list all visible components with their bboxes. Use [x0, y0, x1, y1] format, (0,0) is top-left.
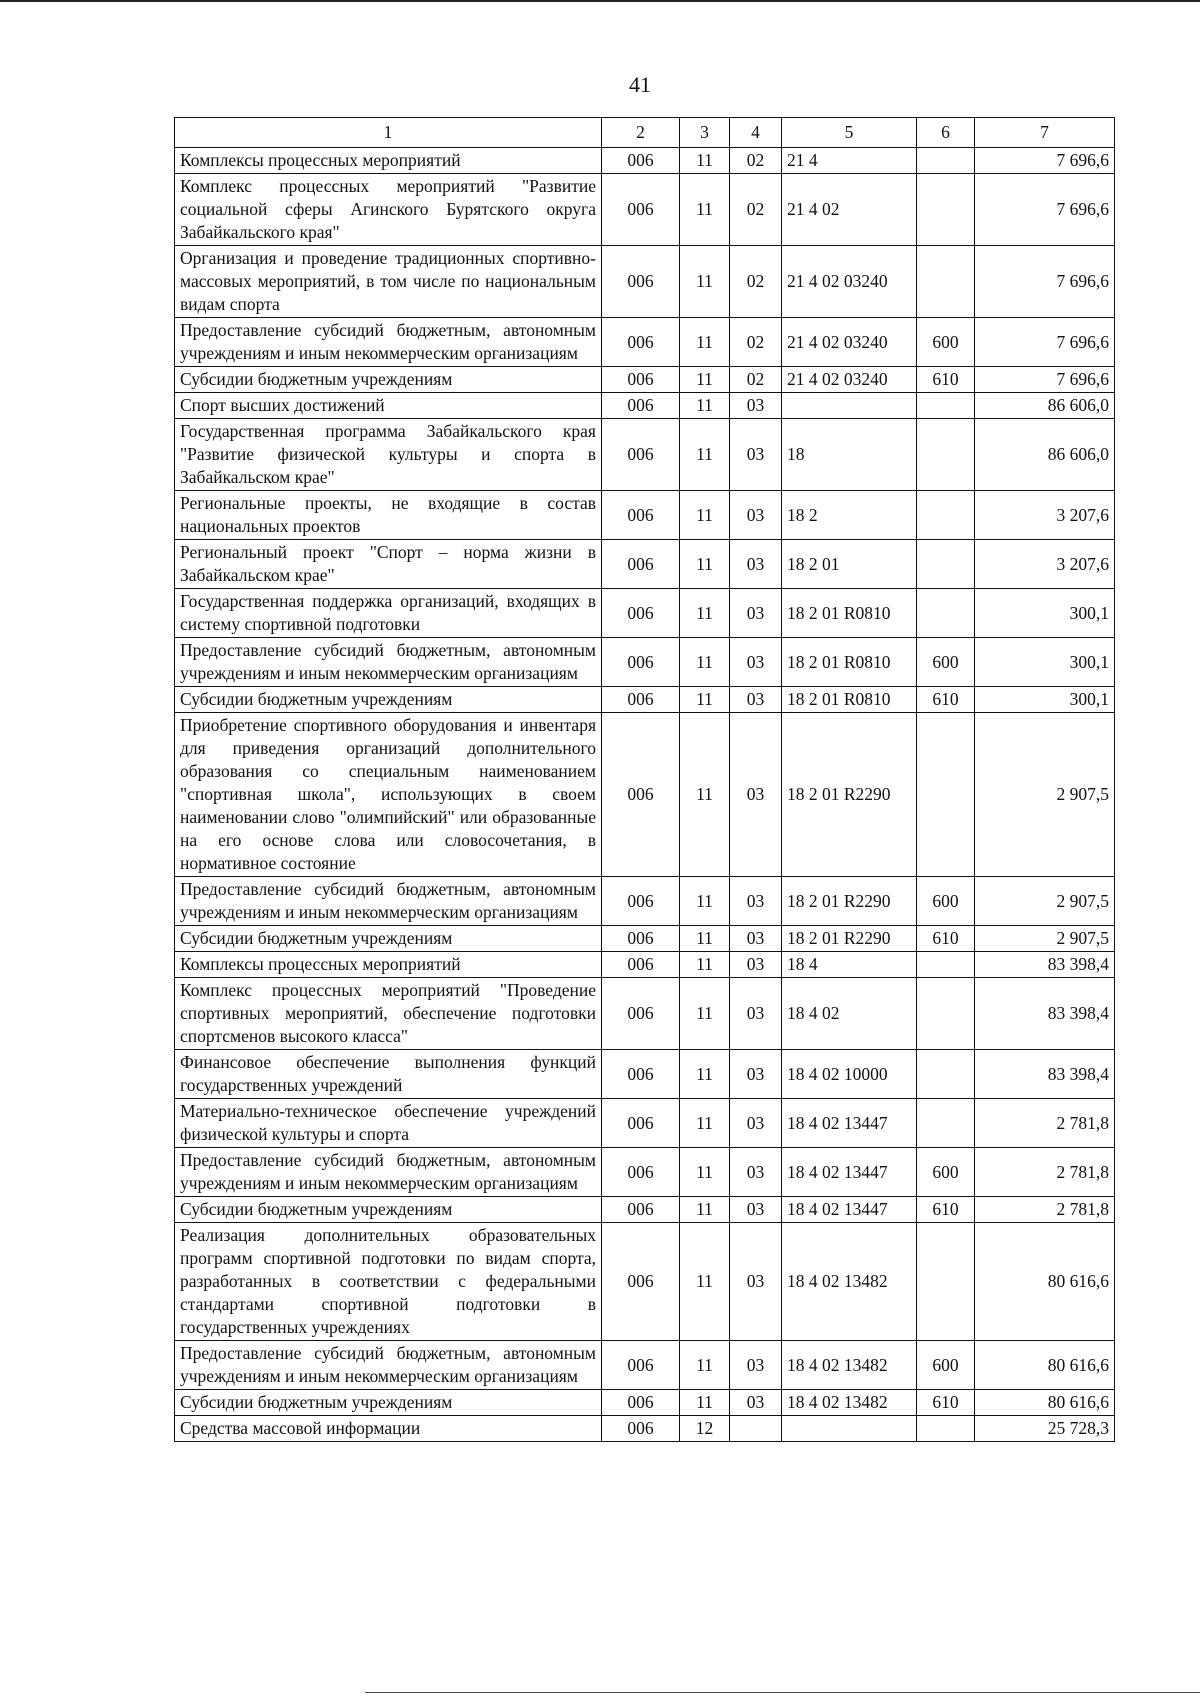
- table-row: [175, 1148, 1115, 1197]
- row-admin-code: 006: [602, 419, 680, 491]
- row-expense-type: 610: [917, 926, 975, 952]
- row-admin-code: 006: [602, 687, 680, 713]
- budget-table: [174, 117, 1115, 1442]
- row-amount: 7 696,6: [975, 246, 1115, 318]
- row-expense-type: [917, 148, 975, 174]
- row-description: Субсидии бюджетным учреждениям: [175, 1390, 602, 1416]
- row-amount: 86 606,0: [975, 393, 1115, 419]
- row-subsection: 03: [730, 638, 782, 687]
- row-expense-type: 600: [917, 877, 975, 926]
- header-col-5: 5: [782, 118, 917, 148]
- row-target-article: 18 2 01 R0810: [782, 638, 917, 687]
- row-expense-type: 610: [917, 687, 975, 713]
- row-amount: 7 696,6: [975, 148, 1115, 174]
- row-admin-code: 006: [602, 926, 680, 952]
- table-row: [175, 713, 1115, 877]
- row-target-article: 18 4: [782, 952, 917, 978]
- row-subsection: 03: [730, 589, 782, 638]
- row-description: Финансовое обеспечение выполнения функций государственных учреждений: [175, 1050, 602, 1099]
- page-number: 41: [629, 72, 651, 97]
- table-row: [175, 1050, 1115, 1099]
- row-expense-type: 600: [917, 1148, 975, 1197]
- row-admin-code: 006: [602, 1050, 680, 1099]
- row-section: 11: [680, 1099, 730, 1148]
- row-subsection: 02: [730, 367, 782, 393]
- table-row: [175, 246, 1115, 318]
- row-description: Предоставление субсидий бюджетным, автономным учреждениям и иным некоммерческим организациям: [175, 1341, 602, 1390]
- row-target-article: 18 4 02 13447: [782, 1099, 917, 1148]
- row-section: 11: [680, 419, 730, 491]
- row-target-article: 21 4 02: [782, 174, 917, 246]
- row-section: 11: [680, 1390, 730, 1416]
- row-section: 11: [680, 1197, 730, 1223]
- row-target-article: 18 4 02 13447: [782, 1148, 917, 1197]
- row-description: Предоставление субсидий бюджетным, автономным учреждениям и иным некоммерческим организациям: [175, 638, 602, 687]
- row-amount: 83 398,4: [975, 978, 1115, 1050]
- row-section: 11: [680, 367, 730, 393]
- row-section: 11: [680, 393, 730, 419]
- row-subsection: 02: [730, 246, 782, 318]
- row-subsection: 03: [730, 1050, 782, 1099]
- row-expense-type: [917, 540, 975, 589]
- row-expense-type: 610: [917, 367, 975, 393]
- table-header-row: [175, 118, 1115, 148]
- row-amount: 80 616,6: [975, 1223, 1115, 1341]
- row-expense-type: [917, 246, 975, 318]
- row-admin-code: 006: [602, 589, 680, 638]
- row-section: 11: [680, 1341, 730, 1390]
- row-admin-code: 006: [602, 1390, 680, 1416]
- row-section: 11: [680, 174, 730, 246]
- table-row: [175, 952, 1115, 978]
- row-section: 11: [680, 491, 730, 540]
- table-row: [175, 367, 1115, 393]
- row-section: 11: [680, 978, 730, 1050]
- row-amount: 2 907,5: [975, 877, 1115, 926]
- table-row: [175, 540, 1115, 589]
- scan-edge-top: [0, 0, 1200, 2]
- scan-edge-bottom: [365, 1692, 1200, 1693]
- row-section: 11: [680, 1148, 730, 1197]
- row-expense-type: 600: [917, 638, 975, 687]
- row-expense-type: [917, 589, 975, 638]
- row-description: Предоставление субсидий бюджетным, автономным учреждениям и иным некоммерческим организациям: [175, 318, 602, 367]
- row-amount: 300,1: [975, 638, 1115, 687]
- row-admin-code: 006: [602, 246, 680, 318]
- row-description: Субсидии бюджетным учреждениям: [175, 926, 602, 952]
- row-section: 11: [680, 1050, 730, 1099]
- row-expense-type: [917, 1099, 975, 1148]
- row-amount: 83 398,4: [975, 952, 1115, 978]
- table-row: [175, 393, 1115, 419]
- row-description: Материально-техническое обеспечение учреждений физической культуры и спорта: [175, 1099, 602, 1148]
- row-amount: 3 207,6: [975, 491, 1115, 540]
- row-subsection: 03: [730, 393, 782, 419]
- row-target-article: 18 2 01 R0810: [782, 589, 917, 638]
- row-description: Региональный проект "Спорт – норма жизни в Забайкальском крае": [175, 540, 602, 589]
- row-target-article: 18 4 02 13482: [782, 1390, 917, 1416]
- row-subsection: 02: [730, 318, 782, 367]
- row-expense-type: 600: [917, 1341, 975, 1390]
- row-section: 11: [680, 713, 730, 877]
- row-description: Спорт высших достижений: [175, 393, 602, 419]
- row-section: 11: [680, 638, 730, 687]
- row-subsection: 03: [730, 687, 782, 713]
- row-amount: 25 728,3: [975, 1416, 1115, 1442]
- row-amount: 80 616,6: [975, 1390, 1115, 1416]
- row-subsection: 03: [730, 1341, 782, 1390]
- row-expense-type: [917, 393, 975, 419]
- row-description: Комплексы процессных мероприятий: [175, 148, 602, 174]
- row-target-article: 21 4 02 03240: [782, 318, 917, 367]
- row-description: Средства массовой информации: [175, 1416, 602, 1442]
- row-expense-type: [917, 713, 975, 877]
- row-expense-type: 600: [917, 318, 975, 367]
- row-admin-code: 006: [602, 1416, 680, 1442]
- header-col-1: 1: [175, 118, 602, 148]
- row-section: 11: [680, 877, 730, 926]
- table-row: [175, 1223, 1115, 1341]
- row-target-article: 21 4 02 03240: [782, 367, 917, 393]
- row-subsection: 03: [730, 540, 782, 589]
- row-admin-code: 006: [602, 148, 680, 174]
- row-target-article: 18 4 02 13482: [782, 1341, 917, 1390]
- row-amount: 2 907,5: [975, 926, 1115, 952]
- row-description: Субсидии бюджетным учреждениям: [175, 687, 602, 713]
- row-subsection: 03: [730, 713, 782, 877]
- row-description: Субсидии бюджетным учреждениям: [175, 367, 602, 393]
- row-description: Государственная программа Забайкальского края "Развитие физической культуры и спорта в Забайкальском крае": [175, 419, 602, 491]
- row-admin-code: 006: [602, 367, 680, 393]
- row-subsection: 02: [730, 174, 782, 246]
- row-expense-type: [917, 174, 975, 246]
- row-expense-type: 610: [917, 1390, 975, 1416]
- table-row: [175, 148, 1115, 174]
- row-amount: 86 606,0: [975, 419, 1115, 491]
- row-admin-code: 006: [602, 491, 680, 540]
- row-target-article: 18 2 01 R2290: [782, 926, 917, 952]
- row-admin-code: 006: [602, 540, 680, 589]
- row-section: 11: [680, 540, 730, 589]
- row-description: Комплекс процессных мероприятий "Развитие социальной сферы Агинского Бурятского округа Забайкальского края": [175, 174, 602, 246]
- row-admin-code: 006: [602, 713, 680, 877]
- row-target-article: 18 2: [782, 491, 917, 540]
- row-admin-code: 006: [602, 638, 680, 687]
- row-subsection: 03: [730, 952, 782, 978]
- row-subsection: 03: [730, 926, 782, 952]
- table-row: [175, 174, 1115, 246]
- row-amount: 7 696,6: [975, 367, 1115, 393]
- row-target-article: 21 4: [782, 148, 917, 174]
- row-description: Субсидии бюджетным учреждениям: [175, 1197, 602, 1223]
- row-amount: 3 207,6: [975, 540, 1115, 589]
- row-description: Государственная поддержка организаций, входящих в систему спортивной подготовки: [175, 589, 602, 638]
- row-admin-code: 006: [602, 1099, 680, 1148]
- table-row: [175, 638, 1115, 687]
- row-subsection: 03: [730, 491, 782, 540]
- row-description: Реализация дополнительных образовательных программ спортивной подготовки по видам спорта, разработанных в соответствии с федеральными стандартами спортивной подготовки в государственных учреждениях: [175, 1223, 602, 1341]
- row-target-article: 18 2 01 R0810: [782, 687, 917, 713]
- row-admin-code: 006: [602, 174, 680, 246]
- row-expense-type: [917, 491, 975, 540]
- row-admin-code: 006: [602, 1148, 680, 1197]
- row-admin-code: 006: [602, 318, 680, 367]
- header-col-7: 7: [975, 118, 1115, 148]
- table-row: [175, 589, 1115, 638]
- row-target-article: 18 2 01 R2290: [782, 713, 917, 877]
- row-subsection: 03: [730, 1223, 782, 1341]
- table-row: [175, 1099, 1115, 1148]
- header-col-3: 3: [680, 118, 730, 148]
- header-col-2: 2: [602, 118, 680, 148]
- row-target-article: 18 4 02 13482: [782, 1223, 917, 1341]
- row-description: Региональные проекты, не входящие в состав национальных проектов: [175, 491, 602, 540]
- row-target-article: [782, 393, 917, 419]
- row-amount: 2 907,5: [975, 713, 1115, 877]
- table-row: [175, 978, 1115, 1050]
- header-col-6: 6: [917, 118, 975, 148]
- row-target-article: 21 4 02 03240: [782, 246, 917, 318]
- row-target-article: 18 4 02: [782, 978, 917, 1050]
- table-row: [175, 491, 1115, 540]
- row-description: Комплексы процессных мероприятий: [175, 952, 602, 978]
- table-row: [175, 318, 1115, 367]
- row-expense-type: 610: [917, 1197, 975, 1223]
- row-target-article: 18 2 01 R2290: [782, 877, 917, 926]
- table-row: [175, 877, 1115, 926]
- table-row: [175, 1416, 1115, 1442]
- table-row: [175, 1390, 1115, 1416]
- row-section: 11: [680, 589, 730, 638]
- row-target-article: [782, 1416, 917, 1442]
- row-expense-type: [917, 978, 975, 1050]
- row-amount: 7 696,6: [975, 174, 1115, 246]
- row-admin-code: 006: [602, 1223, 680, 1341]
- row-expense-type: [917, 1416, 975, 1442]
- row-admin-code: 006: [602, 978, 680, 1050]
- row-subsection: 03: [730, 1197, 782, 1223]
- row-section: 11: [680, 246, 730, 318]
- row-expense-type: [917, 952, 975, 978]
- row-description: Предоставление субсидий бюджетным, автономным учреждениям и иным некоммерческим организациям: [175, 877, 602, 926]
- row-section: 11: [680, 318, 730, 367]
- row-admin-code: 006: [602, 1341, 680, 1390]
- row-description: Комплекс процессных мероприятий "Проведение спортивных мероприятий, обеспечение подготовки спортсменов высокого класса": [175, 978, 602, 1050]
- row-amount: 2 781,8: [975, 1197, 1115, 1223]
- row-target-article: 18 4 02 10000: [782, 1050, 917, 1099]
- row-expense-type: [917, 1050, 975, 1099]
- table-row: [175, 926, 1115, 952]
- row-admin-code: 006: [602, 877, 680, 926]
- row-subsection: 03: [730, 1148, 782, 1197]
- row-subsection: 03: [730, 1099, 782, 1148]
- row-amount: 83 398,4: [975, 1050, 1115, 1099]
- row-admin-code: 006: [602, 952, 680, 978]
- row-section: 11: [680, 148, 730, 174]
- row-section: 11: [680, 952, 730, 978]
- row-amount: 300,1: [975, 589, 1115, 638]
- row-amount: 2 781,8: [975, 1099, 1115, 1148]
- row-admin-code: 006: [602, 393, 680, 419]
- header-col-4: 4: [730, 118, 782, 148]
- row-subsection: [730, 1416, 782, 1442]
- row-description: Организация и проведение традиционных спортивно-массовых мероприятий, в том числе по национальным видам спорта: [175, 246, 602, 318]
- row-expense-type: [917, 419, 975, 491]
- row-subsection: 03: [730, 978, 782, 1050]
- row-target-article: 18: [782, 419, 917, 491]
- row-amount: 2 781,8: [975, 1148, 1115, 1197]
- row-description: Приобретение спортивного оборудования и инвентаря для приведения организаций дополнительного образования со специальным наименованием "спортивная школа", использующих в своем наименовании слово "олимпийский" или образованные на его основе слова или словосочетания, в нормативное состояние: [175, 713, 602, 877]
- row-amount: 7 696,6: [975, 318, 1115, 367]
- row-expense-type: [917, 1223, 975, 1341]
- table-row: [175, 1341, 1115, 1390]
- row-description: Предоставление субсидий бюджетным, автономным учреждениям и иным некоммерческим организациям: [175, 1148, 602, 1197]
- row-amount: 80 616,6: [975, 1341, 1115, 1390]
- table-row: [175, 687, 1115, 713]
- row-section: 11: [680, 926, 730, 952]
- row-target-article: 18 4 02 13447: [782, 1197, 917, 1223]
- row-section: 11: [680, 687, 730, 713]
- row-section: 12: [680, 1416, 730, 1442]
- row-subsection: 03: [730, 1390, 782, 1416]
- row-amount: 300,1: [975, 687, 1115, 713]
- row-admin-code: 006: [602, 1197, 680, 1223]
- row-section: 11: [680, 1223, 730, 1341]
- row-subsection: 03: [730, 877, 782, 926]
- row-subsection: 02: [730, 148, 782, 174]
- table-row: [175, 1197, 1115, 1223]
- row-subsection: 03: [730, 419, 782, 491]
- table-row: [175, 419, 1115, 491]
- row-target-article: 18 2 01: [782, 540, 917, 589]
